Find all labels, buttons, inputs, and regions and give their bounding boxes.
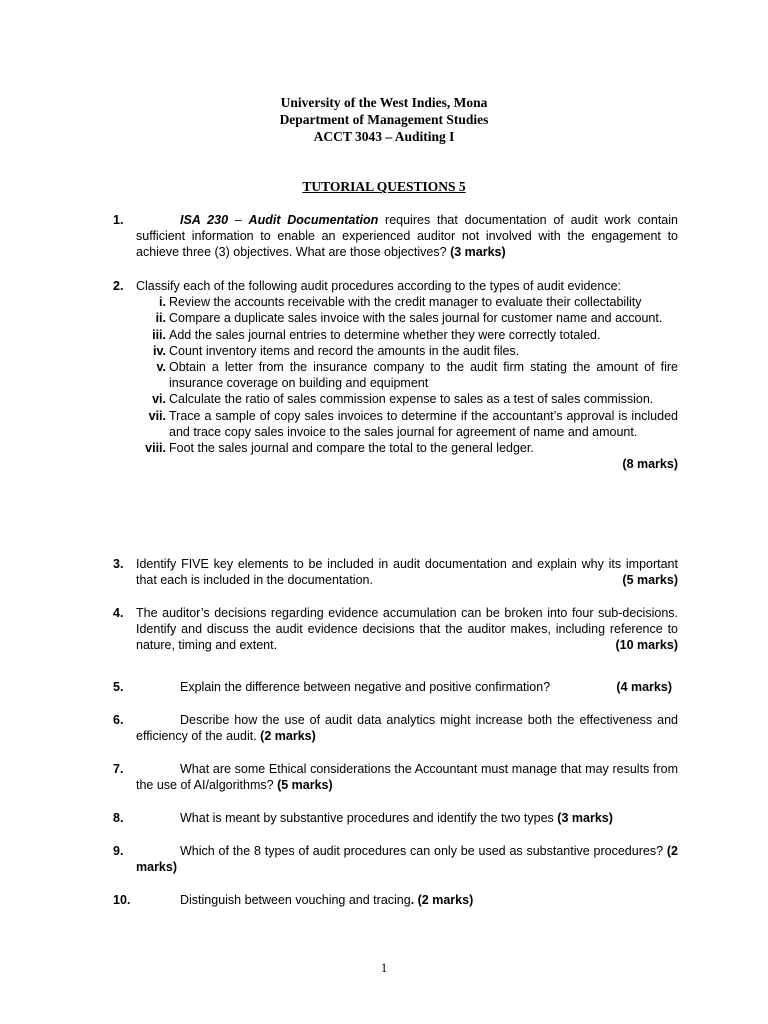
question-body: Explain the difference between negative and positive confirmation?: [180, 680, 551, 694]
department-name: Department of Management Studies: [279, 112, 489, 127]
list-item: [136, 391, 678, 407]
question-text: [136, 605, 678, 654]
item-numeral: vii.: [148, 408, 166, 423]
list-item: [136, 440, 678, 456]
question-body: Identify FIVE key elements to be included in audit documentation and explain why its important that each is included in the documentation.: [136, 557, 678, 588]
question-text: [136, 212, 678, 261]
question-9: [113, 843, 678, 875]
question-text: [136, 679, 678, 695]
item-text: Compare a duplicate sales invoice with the sales journal for customer name and account.: [169, 311, 663, 326]
item-text: Trace a sample of copy sales invoices to determine if the accountant’s approval is included and trace copy sales invoice to the sales journal for agreement of name and amount.: [169, 408, 678, 439]
question-number: 5.: [113, 680, 124, 694]
question-number: 10.: [113, 893, 131, 907]
list-item: [136, 359, 678, 391]
question-number: 4.: [113, 606, 124, 620]
question-number: 7.: [113, 762, 124, 776]
question-body: Which of the 8 types of audit procedures can only be used as substantive procedures?: [180, 844, 664, 858]
question-5: [113, 679, 678, 695]
list-item: [136, 327, 678, 343]
question-10: [113, 892, 678, 908]
question-marks: (5 marks): [622, 573, 678, 588]
university-name: University of the West Indies, Mona: [280, 95, 488, 110]
question-1: [113, 212, 678, 261]
question-text: [136, 761, 678, 793]
question-marks: . (2 marks): [410, 893, 474, 907]
question-number: 8.: [113, 811, 124, 825]
standard-ref: ISA 230: [180, 213, 229, 227]
item-text: Calculate the ratio of sales commission expense to sales as a test of sales commission.: [169, 392, 654, 407]
list-item: [136, 294, 678, 310]
list-item: [136, 310, 678, 326]
list-item: [136, 408, 678, 440]
item-numeral: iii.: [152, 327, 166, 342]
item-numeral: vi.: [152, 392, 166, 407]
question-body: The auditor’s decisions regarding evidence accumulation can be broken into four sub-decisions. Identify and discuss the audit evidence decisions that the auditor makes, including reference to nature, timing and extent.: [136, 606, 678, 653]
question-number: 1.: [113, 213, 124, 227]
question-7: [113, 761, 678, 793]
question-body: What are some Ethical considerations the Accountant must manage that may results from the use of AI/algorithms?: [136, 762, 678, 793]
question-marks: (4 marks): [616, 680, 672, 694]
question-body: requires that documentation of audit work contain sufficient information to enable an experienced auditor not involved with the engagement to achieve three (3) objectives. What are those objectives?: [136, 213, 678, 260]
dash: –: [228, 213, 249, 227]
question-text: [136, 712, 678, 744]
question-8: [113, 810, 678, 826]
question-body: Describe how the use of audit data analytics might increase both the effectiveness and efficiency of the audit.: [136, 713, 678, 744]
item-numeral: i.: [159, 295, 166, 310]
tutorial-title: TUTORIAL QUESTIONS 5: [302, 179, 466, 194]
item-numeral: v.: [156, 360, 166, 375]
item-numeral: viii.: [145, 441, 166, 456]
document-header: [0, 94, 768, 145]
question-text: [136, 556, 678, 588]
item-numeral: iv.: [153, 343, 166, 358]
question-text: [136, 810, 678, 826]
question-body: What is meant by substantive procedures and identify the two types: [180, 811, 554, 825]
question-text: [136, 843, 678, 875]
question-4: [113, 605, 678, 654]
question-number: 3.: [113, 557, 124, 571]
question-body: Classify each of the following audit procedures according to the types of audit evidence:: [136, 279, 622, 293]
course-title: ACCT 3043 – Auditing I: [313, 129, 455, 144]
question-2: [113, 278, 678, 472]
question-marks: (8 marks): [622, 457, 678, 472]
item-numeral: ii.: [155, 311, 166, 326]
page-number: 1: [380, 961, 388, 975]
question-3: [113, 556, 678, 588]
item-text: Foot the sales journal and compare the total to the general ledger.: [169, 441, 534, 456]
question-body: Distinguish between vouching and tracing: [180, 893, 411, 907]
list-item: [136, 343, 678, 359]
question-number: 6.: [113, 713, 124, 727]
standard-title: Audit Documentation: [248, 213, 379, 227]
item-text: Review the accounts receivable with the credit manager to evaluate their collectability: [169, 295, 642, 310]
item-text: Count inventory items and record the amounts in the audit files.: [169, 343, 520, 358]
question-marks: (2 marks): [136, 844, 678, 875]
question-marks: (2 marks): [260, 729, 316, 744]
item-text: Obtain a letter from the insurance company to the audit firm stating the amount of fire insurance coverage on building and equipment: [169, 360, 678, 391]
question-text: [136, 278, 678, 472]
question-text: [136, 892, 678, 908]
question-marks: (3 marks): [450, 245, 506, 260]
question-number: 2.: [113, 279, 124, 293]
question-marks: (3 marks): [557, 811, 613, 825]
question-marks: (10 marks): [615, 638, 678, 653]
question-marks: (5 marks): [277, 778, 333, 793]
question-number: 9.: [113, 844, 124, 858]
item-text: Add the sales journal entries to determine whether they were correctly totaled.: [169, 327, 601, 342]
question-6: [113, 712, 678, 744]
